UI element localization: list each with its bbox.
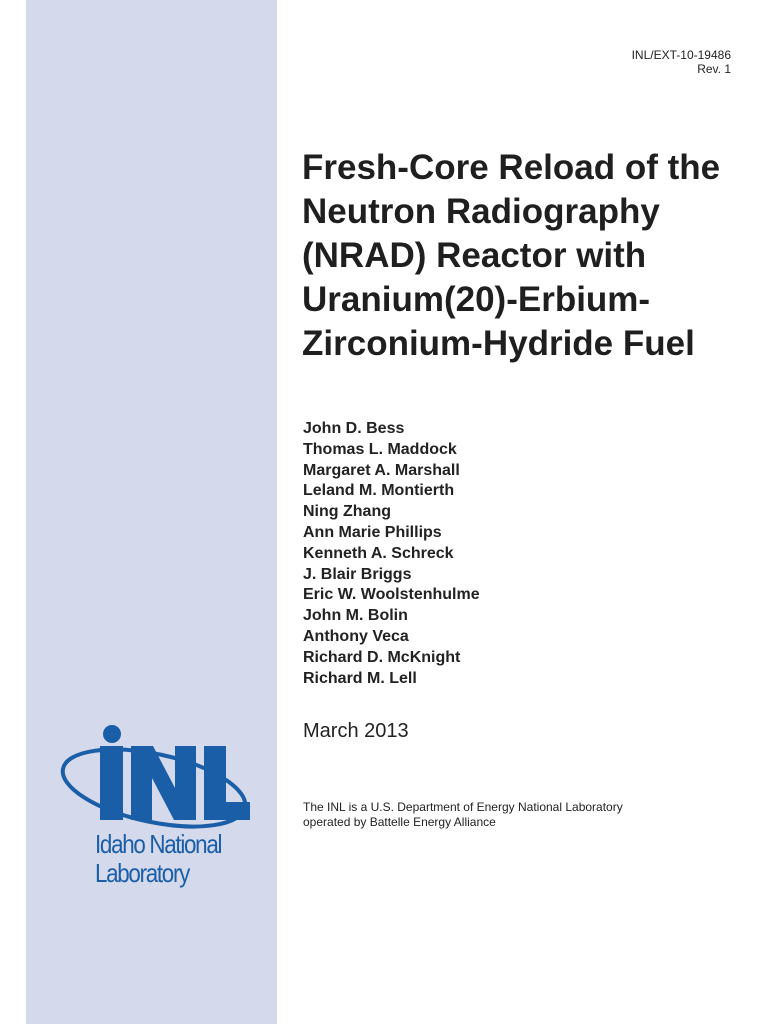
report-number-block — [632, 48, 731, 76]
author-name: Anthony Veca — [303, 627, 409, 645]
left-margin — [0, 0, 26, 1024]
author-name: Ning Zhang — [303, 503, 391, 521]
author-name: Eric W. Woolstenhulme — [303, 586, 480, 604]
author-name: Richard D. McKnight — [303, 648, 461, 666]
author-name: John M. Bolin — [303, 607, 408, 625]
author-name: Thomas L. Maddock — [303, 440, 457, 458]
author-name: John D. Bess — [303, 420, 405, 437]
title-line: Fresh-Core Reload of the — [302, 148, 721, 187]
title-line: Zirconium-Hydride Fuel — [302, 324, 695, 363]
author-list — [303, 419, 480, 689]
lab-name — [95, 830, 221, 888]
title-line: Uranium(20)-Erbium- — [302, 280, 651, 319]
author-name: Ann Marie Phillips — [303, 523, 442, 541]
lab-statement — [303, 800, 623, 830]
report-number: INL/EXT-10-19486 — [631, 48, 731, 62]
author-name: Richard M. Lell — [303, 669, 417, 687]
author-name: Margaret A. Marshall — [303, 461, 460, 479]
author-name: Leland M. Montierth — [303, 482, 455, 500]
lab-name-line: Idaho National — [95, 829, 222, 859]
author-name: Kenneth A. Schreck — [303, 544, 454, 562]
lab-name-line: Laboratory — [95, 858, 190, 888]
publication-date: March 2013 — [303, 720, 409, 742]
report-revision: Rev. 1 — [697, 62, 731, 76]
document-title — [302, 146, 742, 366]
lab-statement-line: operated by Battelle Energy Alliance — [303, 815, 496, 829]
title-line: (NRAD) Reactor with — [302, 236, 647, 275]
author-name: J. Blair Briggs — [303, 565, 412, 583]
lab-statement-line: The INL is a U.S. Department of Energy National Laboratory — [303, 800, 623, 814]
title-line: Neutron Radiography — [302, 192, 660, 231]
